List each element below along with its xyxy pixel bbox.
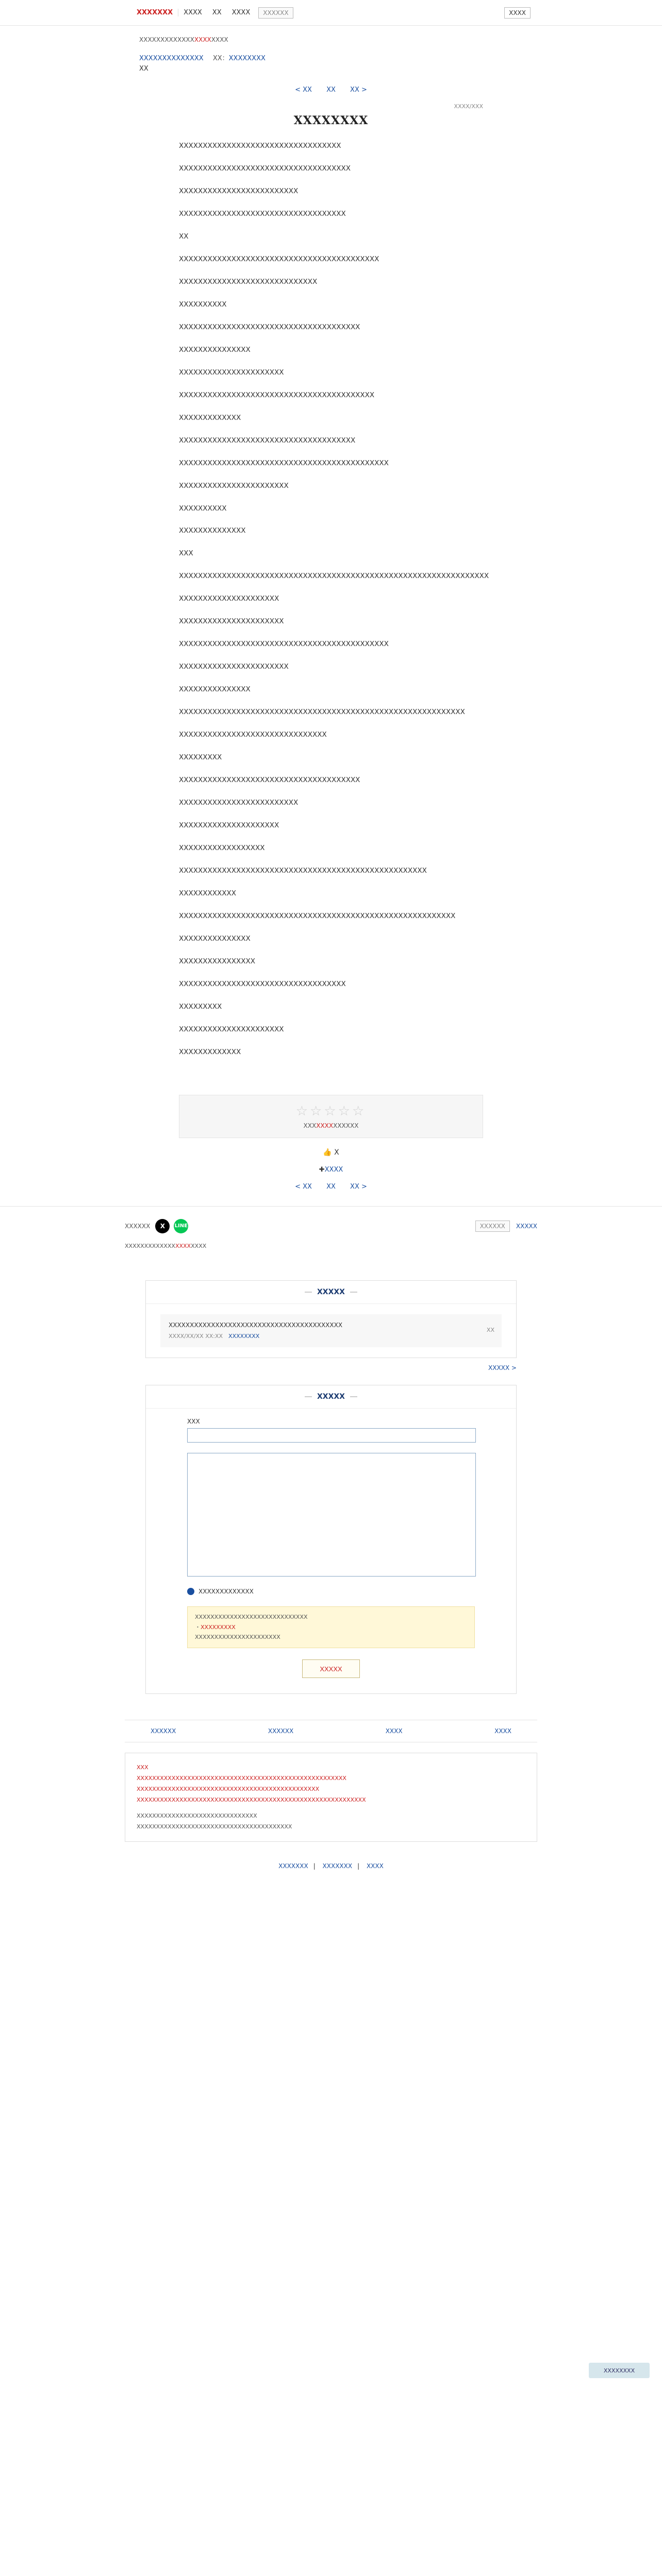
body-paragraph: XXXXXXXXXXXXXXXXXXXXXX	[179, 617, 284, 626]
pager-bottom	[0, 1174, 662, 1207]
body-paragraph: XXXXXXXXXXXXXX	[179, 527, 246, 535]
footer-link-1[interactable]: XXXXXXX	[278, 1862, 308, 1870]
line-share-icon[interactable]: LINE	[174, 1219, 188, 1233]
body-paragraph: XXXXXXXXXXXXXXXXXXXXXXXXXXXXXXXXXXXXXXXXX	[179, 391, 375, 399]
body-paragraph: XXXXXXXXXXXXXXXXXXXXXX	[179, 1025, 284, 1033]
bookmark-login-note: XXXXXXXXXXXXXXXXXXXXX	[139, 36, 228, 43]
latest-impressions-title: ― XXXXX ―	[146, 1281, 516, 1304]
notice-link[interactable]: XXXXXXXXX	[201, 1623, 236, 1631]
nav-works[interactable]: XXXX	[184, 9, 202, 16]
impression-form	[145, 1385, 517, 1694]
name-label: XXX	[187, 1417, 200, 1425]
body-paragraph: XXXXXXXXXXXXXXXX	[179, 957, 255, 965]
body-paragraph: XXXXXXXXX	[179, 753, 222, 762]
write-impression-link[interactable]: ✚XXXX	[319, 1165, 343, 1174]
next-link-bottom[interactable]: XX >	[350, 1182, 367, 1191]
share-login-link[interactable]: XXXX	[175, 1242, 191, 1249]
bookmark-link[interactable]: XXXXX	[516, 1222, 537, 1230]
pager-top	[0, 74, 662, 98]
share-row	[125, 1219, 537, 1233]
body-paragraph: XXXXXXXXXXXXXXX	[179, 934, 251, 943]
episode-checkbox-row[interactable]: XXXXXXXXXXXXX	[187, 1588, 475, 1595]
body-paragraph: XXXXXXXXXXXXXXXXXXXXXXXXXXXXXXXXXXXXXXXXXXXX	[179, 459, 389, 467]
body-paragraph: XXXXXXXXXXXXXXXXXXXXXXXXXXXXXXXXXXXXXX	[179, 776, 360, 785]
notice-box: XXX XXXXXXXXXXXXXXXXXXXXXXXXXXXXXXXXXXXXXXXXXXXXXXXXXXXXXX XXXXXXXXXXXXXXXXXXXXXXXXXXXXXXXXXXXXXXXXXXXXXXX XXXXXXXXXXXXXXXXXXXXXXXXXXXXXXXXXXXXXXXXXXXXXXXXXXXXXXXXXXX XXXXXXXXXXXXXXXXXXXXXXXXXXXXXXX XXXXXXXXXXXXXXXXXXXXXXXXXXXXXXXXXXXXXXXX	[125, 1753, 537, 1842]
footer-link-2[interactable]: XXXXXXX	[322, 1862, 353, 1870]
body-paragraph: XXXXXXXXXXXXXXXXXXXXXXXXXXXXXXX	[179, 731, 327, 739]
novel-main	[179, 103, 489, 1059]
bookmark-input[interactable]: XXXXXX	[258, 7, 293, 19]
share-label: XXXXXX	[125, 1222, 151, 1230]
form-notice: XXXXXXXXXXXXXXXXXXXXXXXXXXXXX ・XXXXXXXXX XXXXXXXXXXXXXXXXXXXXXX	[187, 1606, 475, 1648]
body-paragraph: XXXXXXXXXXXXXXXXXXXXXXXXXXXXXXXXXX	[179, 142, 341, 150]
impressions-more	[145, 1364, 517, 1371]
chapter-label: XX	[139, 64, 148, 73]
like-button[interactable]	[0, 1148, 662, 1157]
body-paragraph: XXXXXXXXXXXXXXXXXXXXXXX	[179, 663, 289, 671]
body-paragraph: XXXXXXXXXXXXXXXXXXXXXXXXXXXXXXXXXXXXXXXXXXXXXXXXXXXXXXXXXX	[179, 911, 456, 920]
body-paragraph: XXXXXXXXXXXX	[179, 889, 236, 897]
submit-button[interactable]: XXXXX	[302, 1659, 360, 1678]
body-paragraph: XXXXXXXXXXXXXXXXXXXXXXXXXXXXXXXXXXXXXXXXXX	[179, 255, 379, 263]
next-episode-tab[interactable]: XXXXXXXX	[589, 2363, 650, 2378]
rating-login-link[interactable]: XXXX	[316, 1122, 334, 1129]
bookmark-input-bottom[interactable]: XXXXXX	[475, 1221, 510, 1232]
nav-review[interactable]: XXXX	[231, 9, 251, 16]
body-paragraph: XXXXXXXXXXXXXXXXXXXXXXXXXXXXX	[179, 277, 318, 286]
body-paragraph: XXXXXXXXXXXXXXXXXXXXXXXXXXXXXXXXXXXX	[179, 164, 351, 173]
series-title-link[interactable]: XXXXXXXXXXXXXX	[139, 55, 204, 62]
info-link[interactable]: XXXX	[494, 1727, 511, 1735]
menu-button[interactable]: XXXX	[504, 7, 531, 19]
footer-link-3[interactable]: XXXX	[366, 1862, 384, 1870]
name-input[interactable]	[187, 1428, 476, 1443]
like-count: X	[334, 1148, 339, 1157]
body-paragraph: XXX	[179, 549, 193, 558]
body-paragraph: XX	[179, 232, 189, 241]
body-paragraph: XXXXXXXXXXXXXXXXXXXXXXXXXXXXXXXXXXXXXXXXXXXXXXXXXXXXXXXXXXXX	[179, 708, 465, 717]
pdf-link[interactable]: XXXXXX	[268, 1727, 294, 1735]
author-mypage-link[interactable]: XXXXXX	[151, 1727, 176, 1735]
body-paragraph: XXXXXXXXXXXXXXX	[179, 685, 251, 694]
body-paragraph: XXXXXXXXXXXXXXX	[179, 345, 251, 354]
report-link[interactable]: XX	[486, 1326, 494, 1333]
x-share-icon[interactable]: X	[155, 1219, 170, 1233]
body-paragraph: XXXXXXXXXXXXXXXXXXXXXXXXXXXXXXXXXXXXXXXXXXXX	[179, 640, 389, 649]
notice-head: XXX	[137, 1764, 148, 1771]
site-logo-link[interactable]: XXXXXXX	[131, 9, 178, 16]
impression-text: XXXXXXXXXXXXXXXXXXXXXXXXXXXXXXXXXXXXXXXXX	[169, 1321, 343, 1329]
body-paragraph: XXXXXXXXXXXXXXXXXXXXXXXXXXXXXXXXXXXXXXXXXXXXXXXXXXXX	[179, 867, 427, 875]
impression-meta: XXXX/XX/XX XX:XX XXXXXXXX	[169, 1332, 260, 1340]
body-paragraph: XXXXXXXXX	[179, 1002, 222, 1011]
body-paragraph: XXXXXXXXXXXXXXXXXXXXXXXXXXXXXXXXXXXXX	[179, 436, 356, 445]
body-paragraph: XXXXXXXXXXXXXXXXXXXXXXX	[179, 481, 289, 490]
footer-links-row	[125, 1720, 537, 1742]
star-rating[interactable]: ☆☆☆☆☆	[295, 1103, 367, 1119]
body-paragraph: XXXXXXXXXXXXXXXXXXXXX	[179, 595, 279, 603]
top-nav	[0, 0, 662, 26]
form-title: ― XXXXX ―	[146, 1385, 516, 1409]
body-paragraph: XXXXXXXXXXXXXXXXXXXXXXXXX	[179, 799, 299, 807]
body-paragraph: XXXXXXXXXXXXXXXXXXXXXXXXXXXXXXXXXXXXXXXXXXXXXXXXXXXXXXXXXXXXXXXXX	[179, 572, 489, 581]
nav-impressions[interactable]: XX	[212, 9, 222, 16]
body-paragraph: XXXXXXXXXXXXXXXXXXXXXXXXXXXXXXXXXXX	[179, 979, 346, 988]
rating-box	[179, 1095, 483, 1138]
body-paragraph: XXXXXXXXXXXXXXXXXXXXXXXXX	[179, 187, 299, 195]
body-paragraph: XXXXXXXXXX	[179, 300, 227, 309]
body-paragraph: XXXXXXXXXXXXXXXXXXXXXXXXXXXXXXXXXXXXXX	[179, 323, 360, 331]
episode-title: XXXXXXXX	[293, 114, 369, 127]
prev-link[interactable]: < XX	[295, 86, 312, 94]
author-label: XX：XXXXXXXX	[212, 55, 266, 62]
body-paragraph: XXXXXXXXXXXXXXXXXXXXXX	[179, 368, 284, 377]
impressions-more-link[interactable]: XXXXX >	[488, 1364, 517, 1371]
body-paragraph: XXXXXXXXXXXXXXXXXXXXX	[179, 821, 279, 830]
body-paragraph: XXXXXXXXXXXXX	[179, 413, 241, 422]
typo-report-link[interactable]: XXXX	[385, 1727, 403, 1735]
toc-link-bottom[interactable]: XX	[326, 1182, 336, 1191]
body-paragraph: XXXXXXXXXXXXX	[179, 1047, 241, 1056]
next-link[interactable]: XX >	[350, 86, 367, 94]
rating-login-note: XXXXXXXXXXXXX	[303, 1122, 359, 1129]
body-paragraph: XXXXXXXXXXXXXXXXXXXXXXXXXXXXXXXXXXX	[179, 209, 346, 218]
share-login-note: XXXXXXXXXXXXXXXXXXXXX	[125, 1242, 207, 1249]
impression-textarea[interactable]	[187, 1453, 476, 1577]
body-paragraph: XXXXXXXXXX	[179, 504, 227, 513]
prev-link-bottom[interactable]: < XX	[295, 1182, 312, 1191]
novel-body	[179, 140, 489, 1059]
thumbs-up-icon: 👍	[323, 1148, 332, 1157]
footer: XXXXXXX | XXXXXXX | XXXX	[278, 1862, 384, 1870]
toc-link[interactable]: XX	[326, 86, 336, 94]
author-link[interactable]: XXXXXXXX	[228, 55, 266, 62]
body-paragraph: XXXXXXXXXXXXXXXXXX	[179, 844, 265, 853]
impression-item[interactable]	[160, 1314, 502, 1347]
episode-number: XXXX/XXX	[454, 103, 483, 110]
latest-impressions-box	[145, 1280, 517, 1358]
login-link[interactable]: XXXX	[194, 36, 211, 43]
impression-author-link[interactable]: XXXXXXXX	[228, 1332, 260, 1340]
radio-checked-icon[interactable]	[187, 1588, 194, 1595]
series-info	[0, 43, 662, 74]
